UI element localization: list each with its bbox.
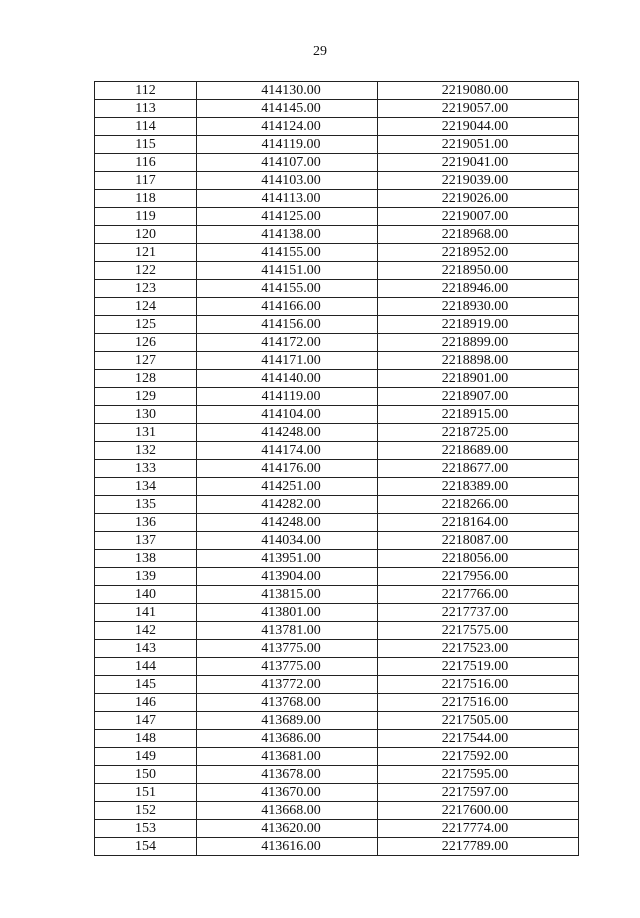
y-coordinate-cell: 2218950.00 <box>378 262 579 280</box>
x-coordinate-cell: 414124.00 <box>197 118 378 136</box>
table-row <box>95 604 579 622</box>
point-number-cell: 128 <box>95 370 197 388</box>
table-row <box>95 712 579 730</box>
table-row <box>95 208 579 226</box>
table-row <box>95 766 579 784</box>
y-coordinate-cell: 2219051.00 <box>378 136 579 154</box>
table-row <box>95 370 579 388</box>
y-coordinate-cell: 2217737.00 <box>378 604 579 622</box>
y-coordinate-cell: 2218056.00 <box>378 550 579 568</box>
x-coordinate-cell: 414248.00 <box>197 424 378 442</box>
coordinates-table <box>94 81 579 856</box>
table-row <box>95 226 579 244</box>
table-row <box>95 514 579 532</box>
point-number-cell: 120 <box>95 226 197 244</box>
table-row <box>95 532 579 550</box>
x-coordinate-cell: 414151.00 <box>197 262 378 280</box>
table-row <box>95 658 579 676</box>
table-row <box>95 676 579 694</box>
x-coordinate-cell: 414166.00 <box>197 298 378 316</box>
x-coordinate-cell: 414248.00 <box>197 514 378 532</box>
y-coordinate-cell: 2217789.00 <box>378 838 579 856</box>
coordinates-table-body <box>95 82 579 856</box>
point-number-cell: 148 <box>95 730 197 748</box>
table-row <box>95 442 579 460</box>
table-row <box>95 640 579 658</box>
y-coordinate-cell: 2217597.00 <box>378 784 579 802</box>
point-number-cell: 130 <box>95 406 197 424</box>
table-row <box>95 424 579 442</box>
x-coordinate-cell: 414176.00 <box>197 460 378 478</box>
table-row <box>95 136 579 154</box>
point-number-cell: 138 <box>95 550 197 568</box>
point-number-cell: 153 <box>95 820 197 838</box>
y-coordinate-cell: 2218725.00 <box>378 424 579 442</box>
y-coordinate-cell: 2218087.00 <box>378 532 579 550</box>
point-number-cell: 137 <box>95 532 197 550</box>
y-coordinate-cell: 2219039.00 <box>378 172 579 190</box>
x-coordinate-cell: 413678.00 <box>197 766 378 784</box>
y-coordinate-cell: 2218919.00 <box>378 316 579 334</box>
y-coordinate-cell: 2217766.00 <box>378 586 579 604</box>
table-row <box>95 820 579 838</box>
table-row <box>95 784 579 802</box>
x-coordinate-cell: 413781.00 <box>197 622 378 640</box>
y-coordinate-cell: 2218901.00 <box>378 370 579 388</box>
point-number-cell: 141 <box>95 604 197 622</box>
point-number-cell: 145 <box>95 676 197 694</box>
x-coordinate-cell: 414104.00 <box>197 406 378 424</box>
x-coordinate-cell: 414172.00 <box>197 334 378 352</box>
x-coordinate-cell: 414282.00 <box>197 496 378 514</box>
x-coordinate-cell: 413951.00 <box>197 550 378 568</box>
x-coordinate-cell: 414138.00 <box>197 226 378 244</box>
y-coordinate-cell: 2219007.00 <box>378 208 579 226</box>
point-number-cell: 139 <box>95 568 197 586</box>
table-row <box>95 82 579 100</box>
x-coordinate-cell: 414140.00 <box>197 370 378 388</box>
point-number-cell: 114 <box>95 118 197 136</box>
point-number-cell: 117 <box>95 172 197 190</box>
table-row <box>95 244 579 262</box>
y-coordinate-cell: 2217956.00 <box>378 568 579 586</box>
y-coordinate-cell: 2219044.00 <box>378 118 579 136</box>
table-row <box>95 568 579 586</box>
point-number-cell: 132 <box>95 442 197 460</box>
table-row <box>95 730 579 748</box>
y-coordinate-cell: 2218930.00 <box>378 298 579 316</box>
y-coordinate-cell: 2218968.00 <box>378 226 579 244</box>
y-coordinate-cell: 2218266.00 <box>378 496 579 514</box>
x-coordinate-cell: 414119.00 <box>197 136 378 154</box>
table-row <box>95 622 579 640</box>
table-row <box>95 352 579 370</box>
y-coordinate-cell: 2218677.00 <box>378 460 579 478</box>
point-number-cell: 143 <box>95 640 197 658</box>
point-number-cell: 151 <box>95 784 197 802</box>
x-coordinate-cell: 414113.00 <box>197 190 378 208</box>
y-coordinate-cell: 2218899.00 <box>378 334 579 352</box>
point-number-cell: 149 <box>95 748 197 766</box>
table-row <box>95 388 579 406</box>
y-coordinate-cell: 2217544.00 <box>378 730 579 748</box>
x-coordinate-cell: 413772.00 <box>197 676 378 694</box>
x-coordinate-cell: 413681.00 <box>197 748 378 766</box>
table-row <box>95 316 579 334</box>
y-coordinate-cell: 2219026.00 <box>378 190 579 208</box>
point-number-cell: 144 <box>95 658 197 676</box>
x-coordinate-cell: 414171.00 <box>197 352 378 370</box>
table-row <box>95 496 579 514</box>
x-coordinate-cell: 414174.00 <box>197 442 378 460</box>
x-coordinate-cell: 414130.00 <box>197 82 378 100</box>
x-coordinate-cell: 413815.00 <box>197 586 378 604</box>
table-row <box>95 838 579 856</box>
point-number-cell: 122 <box>95 262 197 280</box>
y-coordinate-cell: 2217575.00 <box>378 622 579 640</box>
x-coordinate-cell: 414155.00 <box>197 280 378 298</box>
point-number-cell: 135 <box>95 496 197 514</box>
table-row <box>95 586 579 604</box>
y-coordinate-cell: 2217516.00 <box>378 676 579 694</box>
point-number-cell: 119 <box>95 208 197 226</box>
x-coordinate-cell: 413616.00 <box>197 838 378 856</box>
point-number-cell: 154 <box>95 838 197 856</box>
y-coordinate-cell: 2218164.00 <box>378 514 579 532</box>
page-number: 29 <box>313 44 327 59</box>
table-row <box>95 550 579 568</box>
table-row <box>95 460 579 478</box>
y-coordinate-cell: 2217774.00 <box>378 820 579 838</box>
x-coordinate-cell: 413904.00 <box>197 568 378 586</box>
point-number-cell: 116 <box>95 154 197 172</box>
y-coordinate-cell: 2218952.00 <box>378 244 579 262</box>
table-row <box>95 694 579 712</box>
point-number-cell: 150 <box>95 766 197 784</box>
table-row <box>95 280 579 298</box>
point-number-cell: 134 <box>95 478 197 496</box>
table-row <box>95 172 579 190</box>
y-coordinate-cell: 2219041.00 <box>378 154 579 172</box>
table-row <box>95 334 579 352</box>
point-number-cell: 127 <box>95 352 197 370</box>
x-coordinate-cell: 413668.00 <box>197 802 378 820</box>
x-coordinate-cell: 413620.00 <box>197 820 378 838</box>
point-number-cell: 121 <box>95 244 197 262</box>
point-number-cell: 118 <box>95 190 197 208</box>
point-number-cell: 124 <box>95 298 197 316</box>
x-coordinate-cell: 414156.00 <box>197 316 378 334</box>
x-coordinate-cell: 413768.00 <box>197 694 378 712</box>
y-coordinate-cell: 2218946.00 <box>378 280 579 298</box>
x-coordinate-cell: 414155.00 <box>197 244 378 262</box>
table-row <box>95 262 579 280</box>
point-number-cell: 125 <box>95 316 197 334</box>
x-coordinate-cell: 413670.00 <box>197 784 378 802</box>
point-number-cell: 133 <box>95 460 197 478</box>
table-row <box>95 118 579 136</box>
table-row <box>95 190 579 208</box>
x-coordinate-cell: 414034.00 <box>197 532 378 550</box>
y-coordinate-cell: 2217600.00 <box>378 802 579 820</box>
table-row <box>95 100 579 118</box>
x-coordinate-cell: 414145.00 <box>197 100 378 118</box>
table-row <box>95 406 579 424</box>
x-coordinate-cell: 414103.00 <box>197 172 378 190</box>
x-coordinate-cell: 413775.00 <box>197 658 378 676</box>
point-number-cell: 126 <box>95 334 197 352</box>
y-coordinate-cell: 2219080.00 <box>378 82 579 100</box>
table-row <box>95 748 579 766</box>
point-number-cell: 142 <box>95 622 197 640</box>
y-coordinate-cell: 2218915.00 <box>378 406 579 424</box>
point-number-cell: 112 <box>95 82 197 100</box>
point-number-cell: 147 <box>95 712 197 730</box>
point-number-cell: 115 <box>95 136 197 154</box>
y-coordinate-cell: 2217516.00 <box>378 694 579 712</box>
y-coordinate-cell: 2218898.00 <box>378 352 579 370</box>
x-coordinate-cell: 413686.00 <box>197 730 378 748</box>
point-number-cell: 123 <box>95 280 197 298</box>
table-row <box>95 478 579 496</box>
x-coordinate-cell: 413775.00 <box>197 640 378 658</box>
point-number-cell: 140 <box>95 586 197 604</box>
y-coordinate-cell: 2218389.00 <box>378 478 579 496</box>
x-coordinate-cell: 413689.00 <box>197 712 378 730</box>
table-row <box>95 154 579 172</box>
table-row <box>95 802 579 820</box>
point-number-cell: 152 <box>95 802 197 820</box>
y-coordinate-cell: 2218689.00 <box>378 442 579 460</box>
point-number-cell: 129 <box>95 388 197 406</box>
x-coordinate-cell: 414251.00 <box>197 478 378 496</box>
y-coordinate-cell: 2217592.00 <box>378 748 579 766</box>
y-coordinate-cell: 2217595.00 <box>378 766 579 784</box>
point-number-cell: 113 <box>95 100 197 118</box>
point-number-cell: 146 <box>95 694 197 712</box>
point-number-cell: 131 <box>95 424 197 442</box>
x-coordinate-cell: 414107.00 <box>197 154 378 172</box>
x-coordinate-cell: 414119.00 <box>197 388 378 406</box>
point-number-cell: 136 <box>95 514 197 532</box>
y-coordinate-cell: 2219057.00 <box>378 100 579 118</box>
y-coordinate-cell: 2218907.00 <box>378 388 579 406</box>
y-coordinate-cell: 2217505.00 <box>378 712 579 730</box>
y-coordinate-cell: 2217523.00 <box>378 640 579 658</box>
y-coordinate-cell: 2217519.00 <box>378 658 579 676</box>
x-coordinate-cell: 413801.00 <box>197 604 378 622</box>
table-row <box>95 298 579 316</box>
x-coordinate-cell: 414125.00 <box>197 208 378 226</box>
